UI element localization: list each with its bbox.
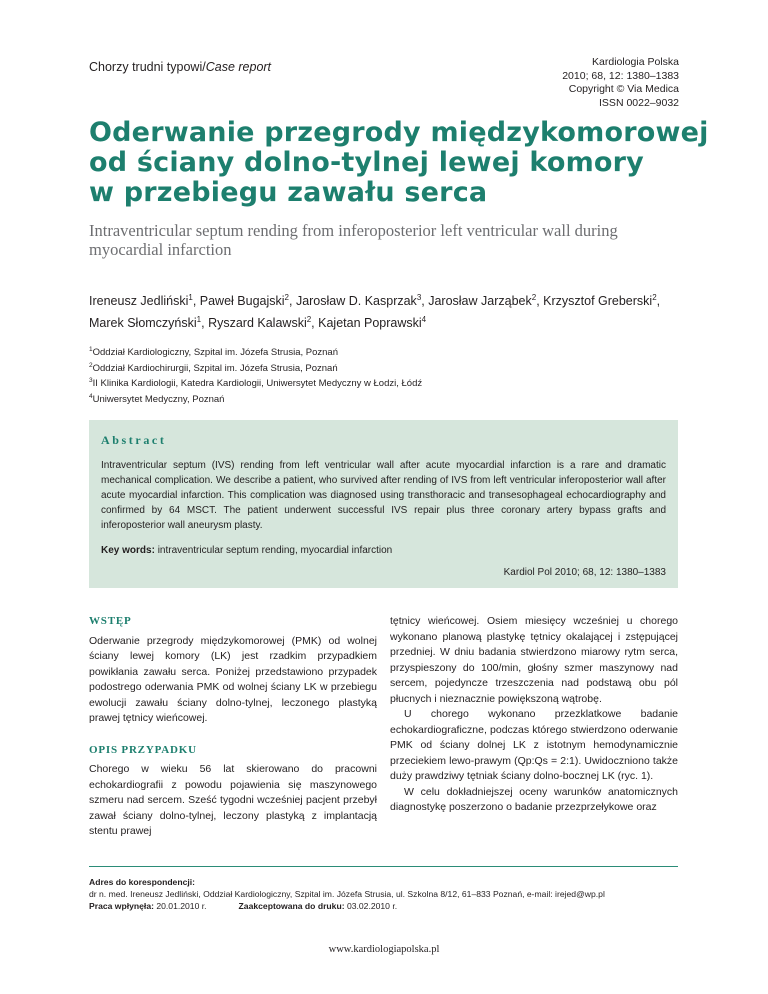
author-name: Jarosław Jarząbek [428, 294, 532, 308]
footer-url[interactable]: www.kardiologiapolska.pl [328, 944, 440, 955]
abstract-citation: Kardiol Pol 2010; 68, 12: 1380–1383 [503, 567, 666, 578]
dates-line [89, 900, 689, 912]
affiliation-text: II Klinika Kardiologii, Katedra Kardiologii, Uniwersytet Medyczny w Łodzi, Łódź [92, 378, 423, 389]
affiliation-number: 3 [89, 376, 93, 384]
affiliation-text: Oddział Kardiochirurgii, Szpital im. Józefa Strusia, Poznań [92, 362, 338, 374]
affiliation-text: Oddział Kardiologiczny, Szpital im. Józefa Strusia, Poznań [92, 347, 338, 358]
correspondence-label: Adres do korespondencji: [89, 877, 196, 887]
keywords-label: Key words: [101, 545, 155, 556]
affiliation-item [89, 361, 689, 377]
journal-name: Kardiologia Polska [592, 56, 679, 68]
body-column-left [89, 614, 377, 840]
abstract-heading: Abstract [101, 433, 167, 447]
section-heading-opis: OPIS PRZYPADKU [89, 743, 197, 756]
body-column-right [390, 614, 678, 816]
affiliation-item [89, 392, 689, 408]
author-name: Ryszard Kalawski [208, 316, 307, 330]
section-label-italic: Case report [205, 60, 272, 74]
correspondence-address: dr n. med. Ireneusz Jedliński, Oddział Kardiologiczny, Szpital im. Józefa Strusia, ul. Szkolna 8/12, 61–833 Poznań, e-mail: irejed@wp.pl [89, 889, 605, 899]
wstep-paragraph: Oderwanie przegrody międzykomorowej (PMK) od wolnej ściany lewej komory (LK) jest rzadkim przypadkiem powikłania zawału serca. Poniżej przedstawiono przypadek podostrego oderwania PMK od wolnej ściany LK w przebiegu ewolucji zawału ściany dolno-tylnej, leczonego plastyką prawej tętnicy wieńcowej. [89, 634, 377, 724]
abstract-text: Intraventricular septum (IVS) rending from left ventricular wall after acute myocardial infarction is a rare and dramatic mechanical complication. We describe a patient, who survived after rending of IVS from left ventricular inferoposterior wall after acute myocardial infarction. This complication was diagnosed using transthoracic and transesophageal echocardiography and confirmed by 64 MSCT. The patient underwent successful IVS repair plus three coronary artery bypass grafts and inferoposterior wall aneurysm plasty. [101, 460, 666, 531]
author-affiliation-mark: 3 [416, 292, 422, 302]
opis-paragraph: Chorego w wieku 56 lat skierowano do pracowni echokardiografii z powodu pojawienia się maszynowego szmeru nad sercem. Sześć tygodni wcześniej pacjent przebył zawał ściany dolno-tylnej, leczony plastyką z implantacją stentu prawej [89, 763, 377, 837]
affiliation-text: Uniwersytet Medyczny, Poznań [92, 393, 225, 405]
author-affiliation-mark: 1 [188, 292, 193, 302]
body-paragraph: W celu dokładniejszej oceny warunków anatomicznych diagnostykę poszerzono o badanie przezprzełykowe oraz [390, 785, 678, 813]
journal-copyright: Copyright © Via Medica [568, 83, 679, 95]
author-name: Kajetan Poprawski [318, 316, 422, 330]
author-affiliation-mark: 1 [196, 314, 202, 324]
affiliation-number: 2 [89, 361, 93, 369]
affiliation-item [89, 376, 689, 392]
author-name: Jarosław D. Kasprzak [295, 294, 417, 308]
correspondence-divider [89, 866, 678, 867]
abstract-box [89, 420, 678, 588]
keywords-text: intraventricular septum rending, myocardial infarction [157, 545, 393, 556]
affiliation-number: 4 [89, 392, 93, 400]
body-paragraph: U chorego wykonano przezklatkowe badanie echokardiograficzne, podczas którego stwierdzono oderwanie PMK od ściany dolnej LK z istotnym hemodynamicznie przeciekiem lewo-prawym (Qp:Qs = 2:1). Uwidoczniono także duży prawdziwy tętniak ściany dolno-bocznej LK (ryc. 1). [390, 708, 678, 782]
correspondence-block [89, 876, 689, 912]
author-affiliation-mark: 2 [306, 314, 312, 324]
received-date: 20.01.2010 r. [156, 901, 207, 911]
accepted-label: Zaakceptowana do druku: [238, 901, 345, 911]
author-name: Paweł Bugajski [199, 294, 285, 308]
accepted-date: 03.02.2010 r. [346, 901, 398, 911]
received-label: Praca wpłynęła: [89, 901, 154, 911]
author-name: Marek Słomczyński [89, 316, 197, 330]
title-line: Oderwanie przegrody międzykomorowej [89, 117, 709, 148]
author-name: Ireneusz Jedliński [89, 294, 189, 308]
article-subtitle: Intraventricular septum rending from inferoposterior left ventricular wall during myocardial infarction [89, 221, 618, 259]
journal-issn: ISSN 0022–9032 [599, 96, 679, 109]
author-affiliation-mark: 2 [531, 292, 537, 302]
affiliation-list [89, 345, 689, 407]
author-affiliation-mark: 4 [421, 314, 427, 324]
affiliation-number: 1 [89, 345, 93, 353]
keywords-line [101, 543, 666, 558]
section-heading-wstep: WSTĘP [89, 615, 132, 627]
author-affiliation-mark: 2 [652, 292, 657, 302]
author-list: Ireneusz Jedliński$^1$, Paweł Bugajski$^2$, Jarosław D. Kasprzak$^3$, Jarosław Jarząbek$^2$, Krzysztof Greberski$^2$, Marek Słomczyński$^1$, Ryszard Kalawski$^2$, Kajetan Poprawski$^4$ [89, 292, 661, 330]
article-title [89, 117, 709, 208]
journal-info [562, 56, 679, 110]
section-label [89, 60, 271, 74]
title-line: w przebiegu zawału serca [89, 177, 488, 208]
title-line: od ściany dolno-tylnej lewej komory [89, 147, 644, 178]
author-name: Krzysztof Greberski [543, 294, 653, 308]
body-paragraph: tętnicy wieńcowej. Osiem miesięcy wcześniej u chorego wykonano planową plastykę tętnicy okalającej i zstępującej przedniej. W dniu badania stwierdzono miarowy rytm serca, przyspieszony do 100/min, głośny szmer maszynowy nad sercem, pojedyncze trzeszczenia nad podstawą obu pól płucnych i nieznacznie powiększoną wątrobę. [390, 615, 678, 705]
affiliation-item [89, 345, 689, 361]
author-affiliation-mark: 2 [284, 292, 289, 302]
journal-volume: 2010; 68, 12: 1380–1383 [562, 69, 679, 82]
section-label-text: Chorzy trudni typowi/ [89, 60, 206, 74]
